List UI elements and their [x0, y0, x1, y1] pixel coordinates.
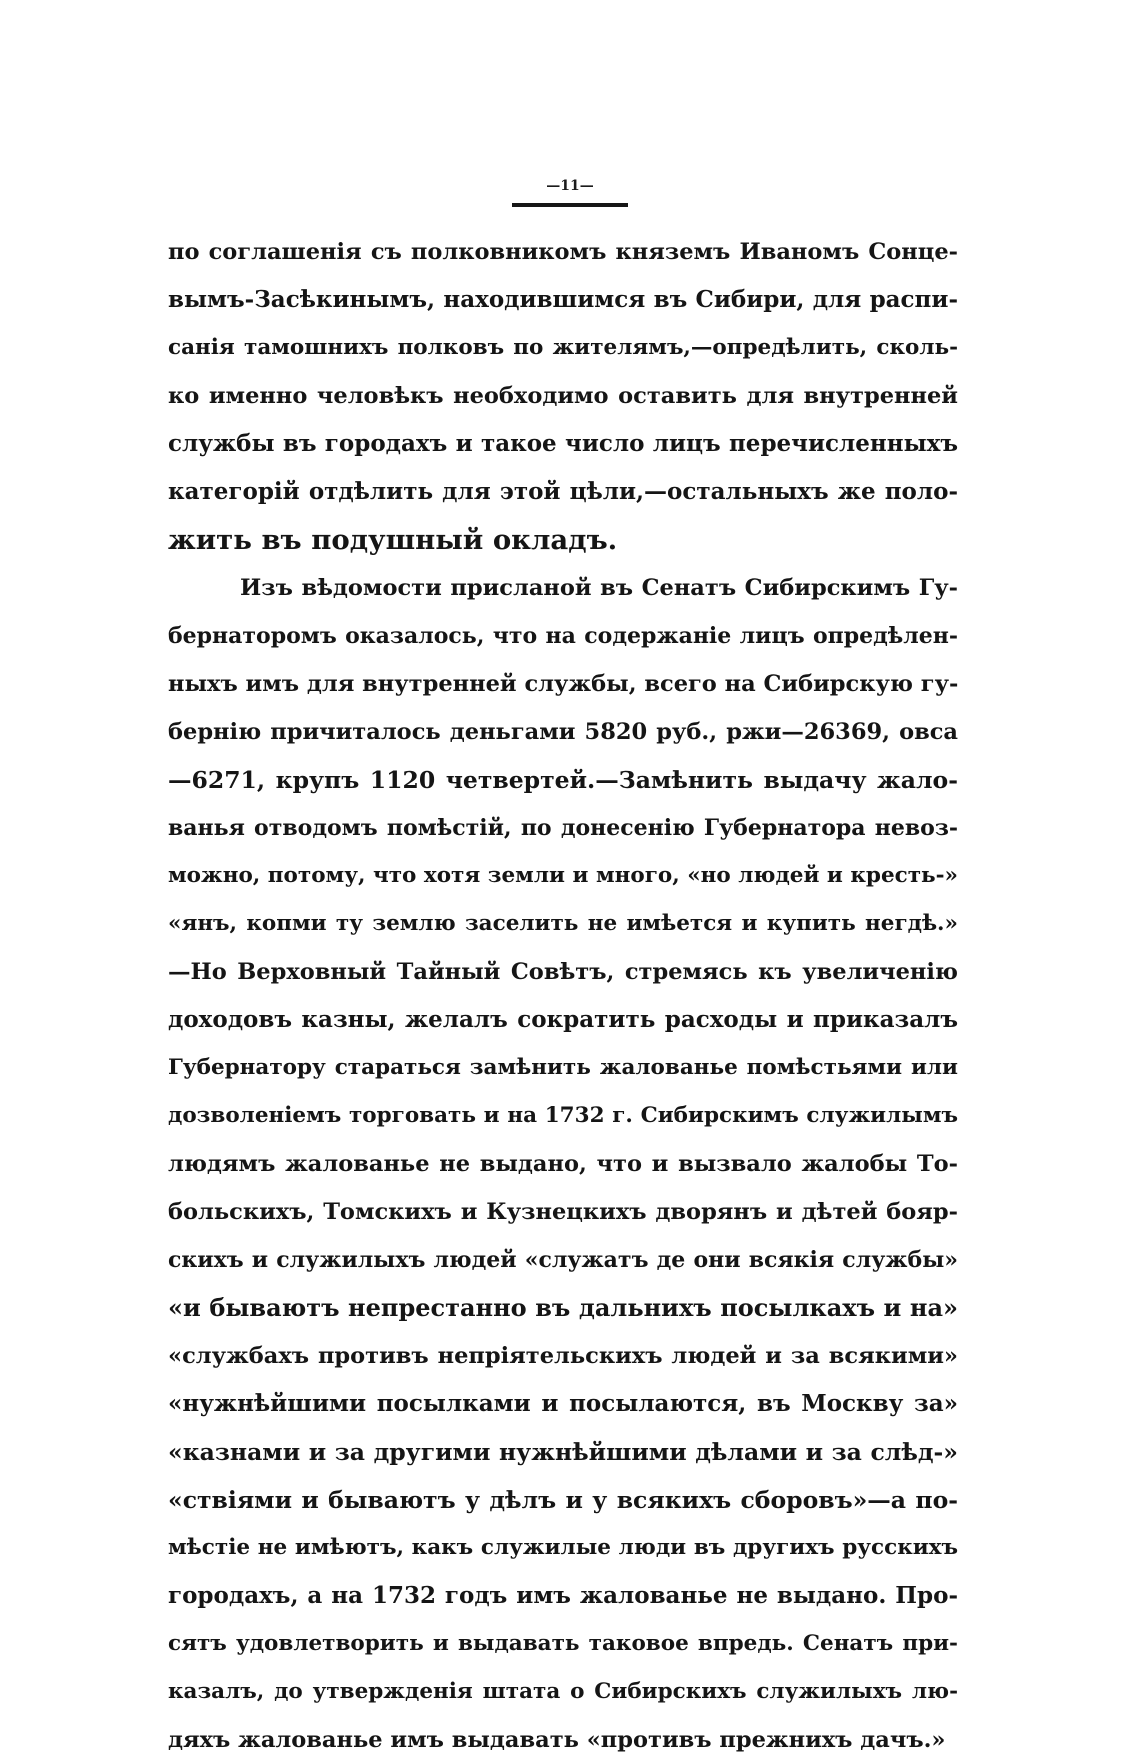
text-line: «ствіями и бываютъ у дѣлъ и у всякихъ сборовъ»—а по- — [168, 1486, 958, 1514]
text-line: дозволеніемъ торговать и на 1732 г. Сибирскимъ служилымъ — [168, 1103, 958, 1128]
page-number: —11— — [546, 178, 594, 194]
text-line: казалъ, до утвержденія штата о Сибирскихъ служилыхъ лю- — [168, 1679, 958, 1704]
text-line: доходовъ казны, желалъ сократить расходы и приказалъ — [168, 1006, 958, 1033]
text-line: больскихъ, Томскихъ и Кузнецкихъ дворянъ и дѣтей бояр- — [168, 1199, 958, 1225]
text-line: «казнами и за другими нужнѣйшими дѣлами и за слѣд-» — [168, 1438, 958, 1466]
text-line: бернію причиталось деньгами 5820 руб., ржи—26369, овса — [168, 719, 958, 745]
text-line: людямъ жалованье не выдано, что и вызвало жалобы То- — [168, 1151, 958, 1177]
text-line: скихъ и служилыхъ людей «служатъ де они всякія службы» — [168, 1247, 958, 1273]
text-line: —Но Верховный Тайный Совѣтъ, стремясь къ увеличенію — [168, 959, 958, 985]
header-rule — [512, 203, 628, 207]
text-line: Губернатору стараться замѣнить жалованье помѣстьями или — [168, 1055, 958, 1080]
body-text — [168, 228, 958, 1764]
text-line: вымъ-Засѣкинымъ, находившимся въ Сибири, для распи- — [168, 286, 958, 313]
text-line: службы въ городахъ и такое число лицъ перечисленныхъ — [168, 430, 958, 457]
text-line: по соглашенія съ полковникомъ княземъ Иваномъ Сонце- — [168, 239, 958, 265]
text-line: жить въ подушный окладъ. — [168, 524, 618, 556]
text-line: «и бываютъ непрестанно въ дальнихъ посылкахъ и на» — [168, 1293, 958, 1322]
text-line: можно, потому, что хотя земли и много, «но людей и кресть-» — [168, 863, 958, 888]
text-line: «янъ, копми ту землю заселить не имѣется и купить негдѣ.» — [168, 911, 958, 936]
paragraph-start-line: Изъ вѣдомости присланой въ Сенатъ Сибирскимъ Гу- — [240, 575, 958, 601]
text-line: «нужнѣйшими посылками и посылаются, въ Москву за» — [168, 1390, 958, 1417]
text-line: бернаторомъ оказалось, что на содержаніе лицъ опредѣлен- — [168, 623, 958, 649]
text-line: ныхъ имъ для внутренней службы, всего на Сибирскую гу- — [168, 671, 959, 697]
text-line: —6271, крупъ 1120 четвертей.—Замѣнить выдачу жало- — [168, 766, 958, 794]
text-line: мѣстіе не имѣютъ, какъ служилые люди въ другихъ русскихъ — [168, 1535, 958, 1560]
text-line: ванья отводомъ помѣстій, по донесенію Губернатора невоз- — [168, 815, 958, 841]
text-line: «службахъ противъ непріятельскихъ людей и за всякими» — [168, 1343, 958, 1369]
text-line: категорій отдѣлить для этой цѣли,—остальныхъ же поло- — [168, 478, 958, 505]
text-line: городахъ, а на 1732 годъ имъ жалованье не выдано. Про- — [168, 1582, 958, 1609]
text-line: санія тамошнихъ полковъ по жителямъ,—опредѣлить, сколь- — [168, 335, 958, 360]
text-line: дяхъ жалованье имъ выдавать «противъ прежнихъ дачъ.» — [168, 1727, 946, 1753]
text-line: ко именно человѣкъ необходимо оставить для внутренней — [168, 383, 958, 409]
text-line: сятъ удовлетворить и выдавать таковое впредь. Сенатъ при- — [168, 1631, 958, 1656]
